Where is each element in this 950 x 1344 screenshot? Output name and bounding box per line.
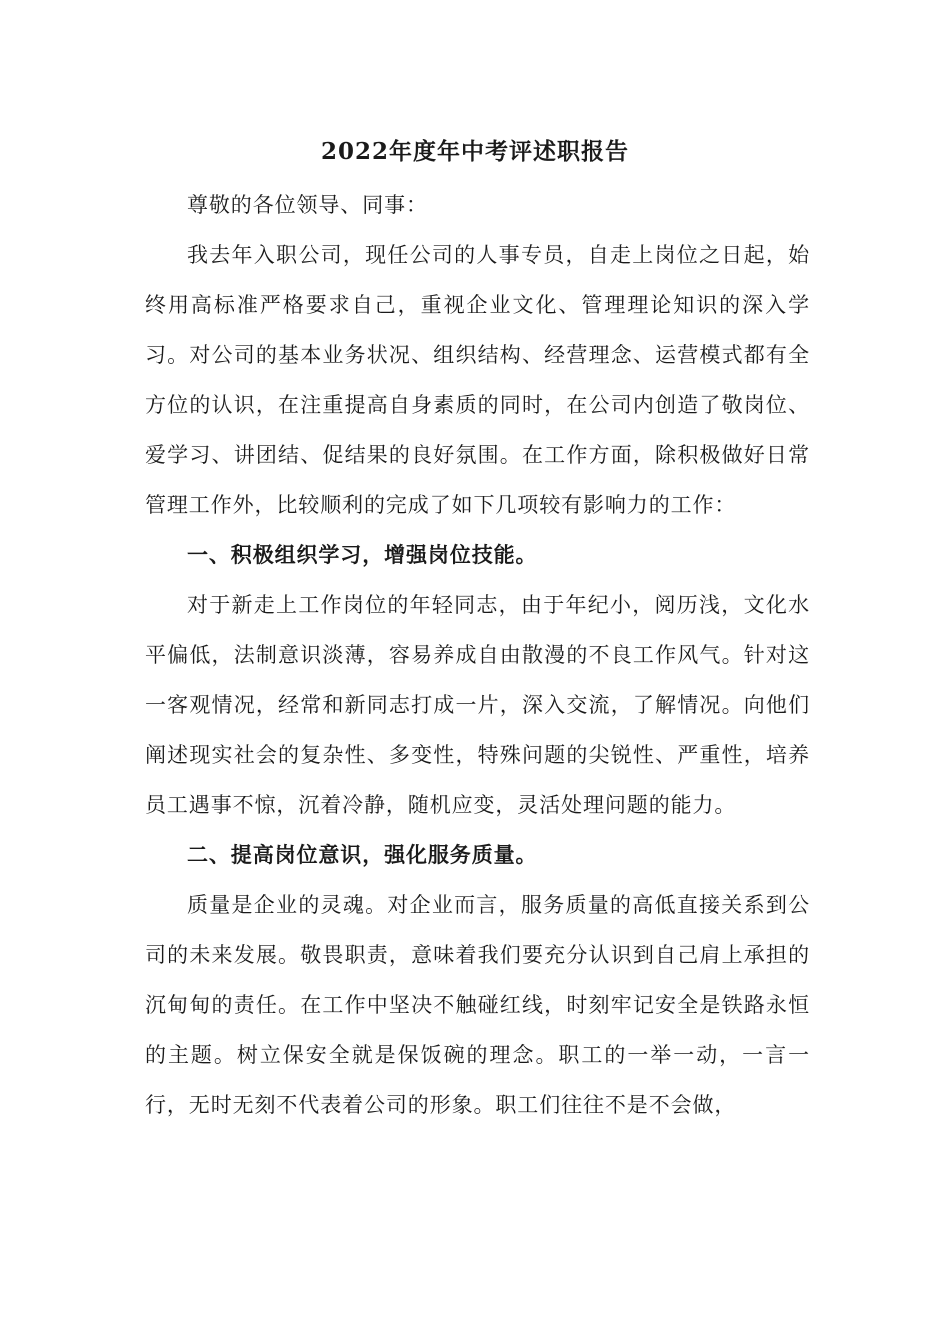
section-body-2: 质量是企业的灵魂。对企业而言，服务质量的高低直接关系到公司的未来发展。敬畏职责，意味着我们要充分认识到自己肩上承担的沉甸甸的责任。在工作中坚决不触碰红线，时刻牢记安全是铁路永恒的主题。树立保安全就是保饭碗的理念。职工的一举一动，一言一行，无时无刻不代表着公司的形象。职工们往往不是不会做， — [145, 893, 810, 1117]
salutation: 尊敬的各位领导、同事： — [187, 193, 428, 217]
section-body-1: 对于新走上工作岗位的年轻同志，由于年纪小，阅历浅，文化水平偏低，法制意识淡薄，容易养成自由散漫的不良工作风气。针对这一客观情况，经常和新同志打成一片，深入交流，了解情况。向他们阐述现实社会的复杂性、多变性，特殊问题的尖锐性、严重性，培养员工遇事不惊，沉着冷静，随机应变，灵活处理问题的能力。 — [145, 593, 810, 817]
section-heading-1: 一、积极组织学习，增强岗位技能。 — [187, 542, 538, 567]
intro-paragraph: 我去年入职公司，现任公司的人事专员，自走上岗位之日起，始终用高标准严格要求自己，重视企业文化、管理理论知识的深入学习。对公司的基本业务状况、组织结构、经营理念、运营模式都有全方位的认识，在注重提高自身素质的同时，在公司内创造了敬岗位、爱学习、讲团结、促结果的良好氛围。在工作方面，除积极做好日常管理工作外，比较顺利的完成了如下几项较有影响力的工作： — [145, 243, 810, 517]
document-title: 2022年度年中考评述职报告 — [320, 138, 629, 165]
document-body — [145, 180, 810, 1130]
section-heading-2: 二、提高岗位意识，强化服务质量。 — [187, 842, 538, 867]
